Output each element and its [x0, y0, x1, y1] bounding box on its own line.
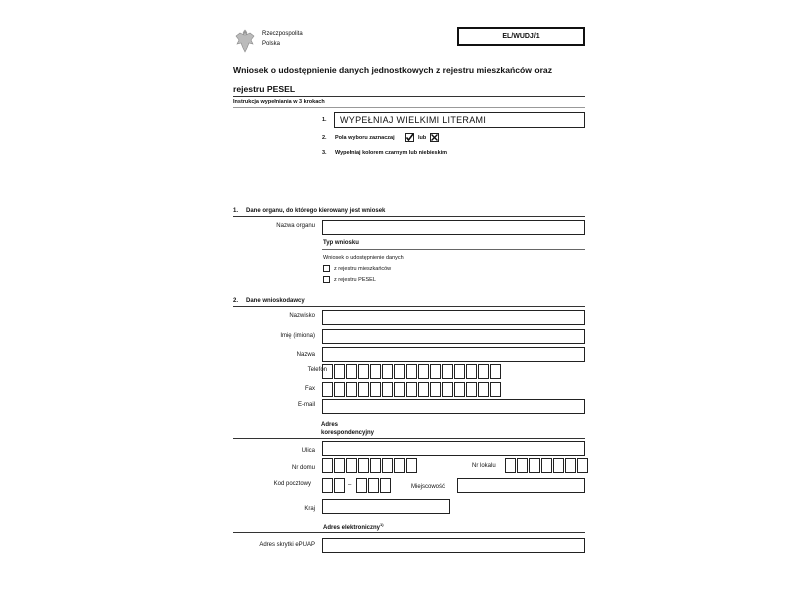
fax-field[interactable]	[322, 382, 502, 397]
step1-text: WYPEŁNIAJ WIELKIMI LITERAMI	[340, 115, 487, 125]
section1-title: Dane organu, do którego kierowany jest wniosek	[246, 208, 386, 214]
instructions-heading: Instrukcja wypełniania w 3 krokach	[233, 99, 325, 105]
register-residents-label: z rejestru mieszkańców	[334, 266, 392, 272]
city-field[interactable]	[457, 478, 585, 493]
title-divider	[233, 96, 585, 97]
epuap-field[interactable]	[322, 538, 585, 553]
house-number-label: Nr domu	[291, 465, 315, 471]
step1-number: 1.	[322, 117, 327, 123]
postal-code-dash: –	[348, 482, 352, 488]
surname-field[interactable]	[322, 310, 585, 325]
firstname-label: Imię (imiona)	[280, 333, 315, 339]
surname-label: Nazwisko	[289, 313, 315, 319]
country-name-line2: Polska	[262, 41, 281, 47]
checkmark-example-icon	[405, 133, 414, 142]
postal-code-part2[interactable]	[356, 478, 392, 493]
country-field[interactable]	[322, 499, 450, 514]
phone-label: Telefon	[307, 367, 327, 373]
street-label: Ulica	[301, 448, 315, 454]
postal-code-label: Kod pocztowy	[273, 481, 311, 487]
house-number-field[interactable]	[322, 458, 418, 473]
step1-example-box	[334, 112, 585, 128]
register-pesel-checkbox[interactable]	[323, 276, 330, 283]
form-code-box	[457, 27, 585, 46]
step2-or: lub	[418, 135, 427, 141]
electronic-address-footnote: 1)	[380, 522, 384, 527]
email-label: E-mail	[297, 402, 315, 408]
step2-number: 2.	[322, 135, 327, 141]
form-title-line1: Wniosek o udostępnienie danych jednostkowych z rejestru mieszkańców oraz	[233, 65, 553, 75]
form-title-line2: rejestru PESEL	[233, 84, 296, 94]
step2-text: Pola wyboru zaznaczaj	[335, 135, 395, 141]
corr-address-divider	[233, 438, 585, 439]
corr-address-title-line2: korespondencyjny	[321, 430, 375, 436]
flat-number-label: Nr lokalu	[472, 463, 496, 469]
organ-name-label: Nazwa organu	[276, 223, 315, 229]
register-residents-checkbox[interactable]	[323, 265, 330, 272]
firstname-field[interactable]	[322, 329, 585, 344]
eagle-emblem-icon	[234, 28, 256, 54]
email-field[interactable]	[322, 399, 585, 414]
street-field[interactable]	[322, 441, 585, 456]
electronic-address-title	[323, 522, 384, 531]
cross-example-icon	[430, 133, 439, 142]
electronic-address-divider	[233, 532, 585, 533]
phone-field[interactable]	[322, 364, 502, 379]
fax-label: Fax	[304, 386, 315, 392]
epuap-label: Adres skrytki ePUAP	[259, 542, 315, 548]
section2-number: 2.	[233, 298, 239, 304]
name-field[interactable]	[322, 347, 585, 362]
postal-code-part1[interactable]	[322, 478, 346, 493]
corr-address-title-line1: Adres	[321, 422, 339, 428]
request-type-desc: Wniosek o udostępnienie danych	[323, 255, 404, 261]
electronic-address-title-text: Adres elektroniczny	[323, 525, 381, 531]
organ-name-field[interactable]	[322, 220, 585, 235]
request-type-title: Typ wniosku	[323, 240, 359, 246]
flat-number-field[interactable]	[505, 458, 589, 473]
step3-number: 3.	[322, 150, 327, 156]
city-label: Miejscowość	[411, 484, 446, 490]
instructions-divider	[233, 107, 585, 108]
form-code: EL/WUDJ/1	[502, 33, 540, 40]
name-label: Nazwa	[296, 352, 315, 358]
request-type-divider	[322, 249, 585, 250]
section2-divider	[233, 306, 585, 307]
country-label: Kraj	[304, 506, 315, 512]
country-name-line1: Rzeczpospolita	[262, 31, 303, 37]
register-pesel-label: z rejestru PESEL	[334, 277, 376, 283]
section1-number: 1.	[233, 208, 239, 214]
section1-divider	[233, 216, 585, 217]
section2-title: Dane wnioskodawcy	[246, 298, 305, 304]
step3-text: Wypełniaj kolorem czarnym lub niebieskim	[335, 150, 448, 156]
